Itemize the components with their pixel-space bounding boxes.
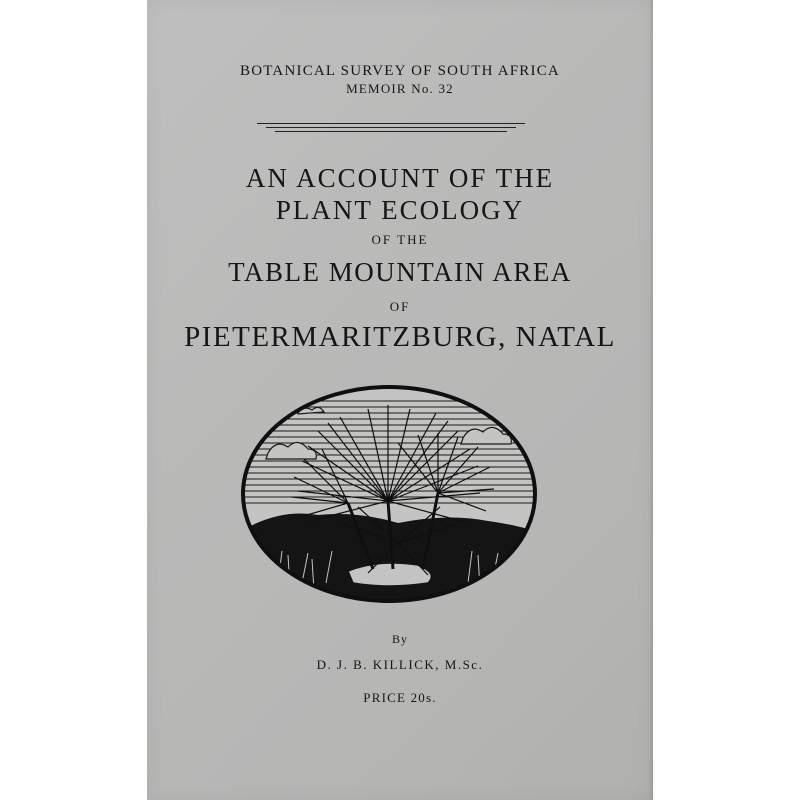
rule-line xyxy=(257,123,525,124)
rule-line xyxy=(266,127,516,128)
price-label: PRICE 20s. xyxy=(363,690,437,705)
title-line-4: PIETERMARITZBURG, NATAL xyxy=(184,321,616,353)
title-connector-2: OF xyxy=(389,299,411,314)
author-name: D. J. B. KILLICK, M.Sc. xyxy=(316,657,484,672)
decorative-rules xyxy=(257,123,525,135)
cover-edge-shadow xyxy=(649,0,653,800)
memoir-number: MEMOIR No. 32 xyxy=(346,81,454,96)
rule-line xyxy=(275,131,507,132)
title-connector-1: OF THE xyxy=(371,232,429,247)
title-line-3: TABLE MOUNTAIN AREA xyxy=(228,257,572,287)
title-line-2: PLANT ECOLOGY xyxy=(275,195,525,225)
series-title: BOTANICAL SURVEY OF SOUTH AFRICA xyxy=(240,63,560,79)
title-line-1: AN ACCOUNT OF THE xyxy=(245,163,555,193)
byline-label: By xyxy=(391,632,408,646)
book-cover xyxy=(147,0,653,800)
palm-landscape-emblem-icon xyxy=(238,383,540,605)
